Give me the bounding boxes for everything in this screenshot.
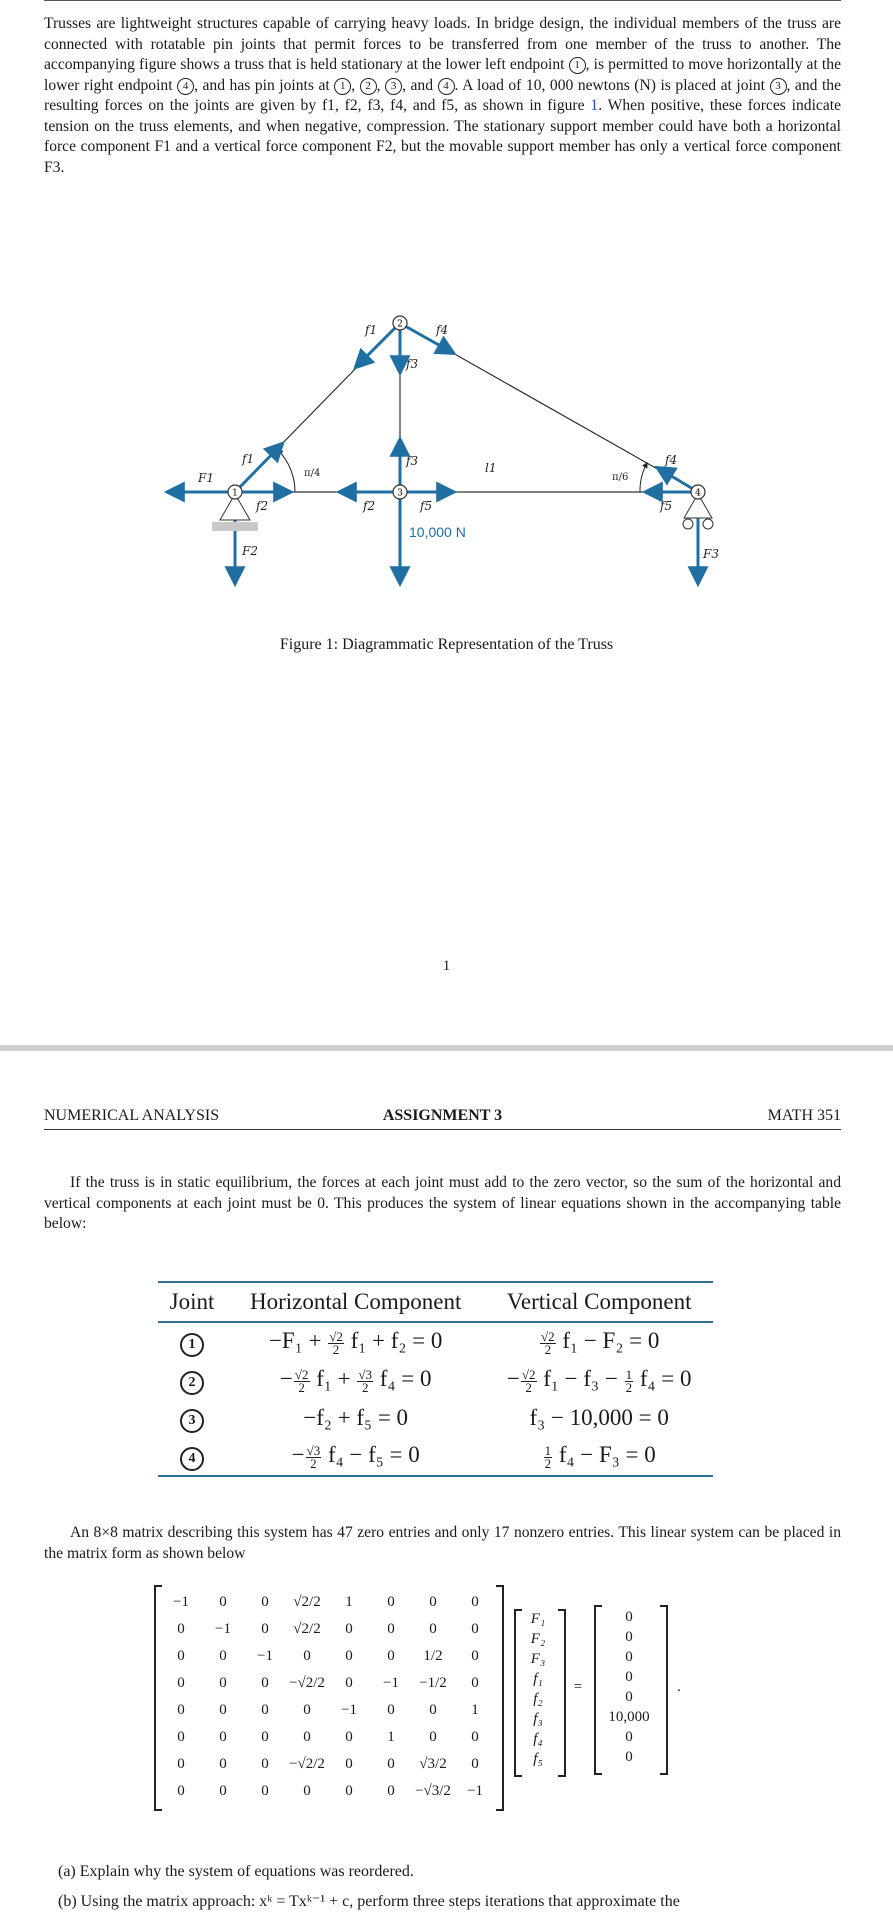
equation-text: f₁ − F₂ = 0 bbox=[556, 1328, 660, 1354]
fraction-denominator: 2 bbox=[310, 1455, 317, 1471]
joint-mark: 3 bbox=[770, 78, 787, 95]
joint-mark: 1 bbox=[569, 57, 586, 74]
horizontal-equation bbox=[226, 1322, 485, 1361]
matrix-entry: 0 bbox=[219, 1675, 227, 1691]
matrix-entry: −√2/2 bbox=[289, 1675, 325, 1691]
matrix-entry: −√2/2 bbox=[289, 1756, 325, 1772]
intro-text-9: . When positive, these forces indicate tension on the truss elements, and when negative, compression. The stationary support member could have both a horizontal force component F1 and a vertical force component F2, but the movable support member has only a vertical force component F3. bbox=[44, 97, 841, 176]
equation-text: f₁ + bbox=[310, 1366, 357, 1392]
fraction bbox=[521, 1366, 537, 1395]
matrix-entry: 0 bbox=[345, 1621, 353, 1637]
fraction bbox=[294, 1366, 310, 1395]
vertical-equation bbox=[485, 1437, 713, 1476]
joint-number: 4 bbox=[180, 1447, 204, 1471]
fraction-denominator: 2 bbox=[525, 1379, 532, 1395]
matrix-entry: 0 bbox=[387, 1756, 395, 1772]
matrix-entry: 0 bbox=[219, 1594, 227, 1610]
intro-text-2: , is permitted to move horizontally at the lower right endpoint bbox=[44, 56, 841, 94]
header-code: MATH 351 bbox=[767, 1107, 841, 1124]
matrix-entry: 0 bbox=[429, 1729, 437, 1745]
header-assignment: ASSIGNMENT 3 bbox=[382, 1107, 503, 1124]
unknown-entry: F₁ bbox=[530, 1611, 546, 1627]
matrix-entry: −1 bbox=[341, 1702, 357, 1718]
joint-3-label: 3 bbox=[397, 488, 403, 499]
horizontal-equation bbox=[226, 1361, 485, 1399]
label-pi-over-6: π/6 bbox=[612, 472, 629, 483]
load-label: 10,000 N bbox=[409, 524, 466, 540]
angle-arc-left bbox=[278, 450, 295, 492]
col-joint: Joint bbox=[158, 1282, 226, 1322]
fraction-denominator: 2 bbox=[544, 1455, 552, 1471]
fraction-numerator: √2 bbox=[294, 1366, 309, 1382]
matrix-entry: 0 bbox=[471, 1648, 479, 1664]
matrix-entry: 0 bbox=[345, 1783, 353, 1799]
joint-mark: 4 bbox=[177, 78, 194, 95]
arrow-f1-left bbox=[239, 444, 282, 488]
equation-text: f₄ − f₅ = 0 bbox=[322, 1442, 420, 1468]
matrix-entry: 0 bbox=[345, 1756, 353, 1772]
roller-wheel bbox=[683, 519, 693, 529]
matrix-entry: 0 bbox=[219, 1702, 227, 1718]
matrix-entry: 0 bbox=[261, 1621, 269, 1637]
label-pi-over-4: π/4 bbox=[304, 468, 321, 479]
fraction-numerator: √2 bbox=[521, 1366, 536, 1382]
intro-text-1: Trusses are lightweight structures capable of carrying heavy loads. In bridge design, the individual members of the truss are connected with rotatable pin joints that permit forces to be transferred from one member of the truss to another. The accompanying figure shows a truss that is held stationary at the lower left endpoint bbox=[44, 15, 841, 73]
horizontal-equation bbox=[226, 1399, 485, 1437]
intro-text-4: , bbox=[351, 76, 360, 94]
intro-text-7: . A load of 10, 000 newtons (N) is placed at joint bbox=[454, 76, 770, 94]
matrix-entry: 0 bbox=[387, 1621, 395, 1637]
vector-bracket-right bbox=[558, 1609, 566, 1777]
figure-link[interactable]: 1 bbox=[590, 97, 599, 114]
equation-text: f₁ − f₃ − bbox=[537, 1366, 624, 1392]
label-f3-mid: f3 bbox=[406, 454, 419, 468]
equation-text: −f₂ + f₅ = 0 bbox=[303, 1405, 409, 1430]
fraction-denominator: 2 bbox=[332, 1341, 340, 1357]
fraction bbox=[306, 1442, 322, 1471]
truss-figure bbox=[150, 300, 730, 600]
label-f1-left: f1 bbox=[242, 452, 255, 466]
rhs-entry: 0 bbox=[625, 1609, 633, 1625]
figure-caption: Figure 1: Diagrammatic Representation of the Truss bbox=[279, 636, 614, 653]
matrix-entry: −1 bbox=[467, 1783, 483, 1799]
label-l1: l1 bbox=[485, 461, 497, 475]
matrix-entry: 0 bbox=[303, 1702, 311, 1718]
rhs-entry: 0 bbox=[625, 1749, 633, 1765]
joint-cell bbox=[158, 1361, 226, 1399]
matrix-bracket-left bbox=[154, 1585, 162, 1811]
angle-arc-right bbox=[640, 463, 647, 492]
equation-text: f₄ = 0 bbox=[374, 1366, 432, 1392]
col-horizontal: Horizontal Component bbox=[226, 1282, 485, 1322]
equilibrium-paragraph: If the truss is in static equilibrium, the forces at each joint must add to the zero vector, so the sum of the horizontal and vertical components at each joint must be 0. This produces the system of linear equations shown in the accompanying table below: bbox=[44, 1174, 841, 1232]
joint-2-label: 2 bbox=[397, 319, 403, 330]
matrix-entry: 0 bbox=[177, 1648, 185, 1664]
fraction-denominator: 2 bbox=[544, 1341, 552, 1357]
matrix-entry: 0 bbox=[429, 1594, 437, 1610]
fraction-denominator: 2 bbox=[625, 1379, 633, 1395]
matrix-entry: 0 bbox=[471, 1729, 479, 1745]
matrix-entry: −1 bbox=[173, 1594, 189, 1610]
matrix-entry: 1 bbox=[387, 1729, 395, 1745]
matrix-entry: 0 bbox=[219, 1648, 227, 1664]
joint-cell bbox=[158, 1437, 226, 1476]
unknown-entry: f₅ bbox=[533, 1751, 543, 1767]
matrix-entry: 0 bbox=[303, 1648, 311, 1664]
label-f2-mid: f2 bbox=[363, 499, 376, 513]
rhs-entry: 10,000 bbox=[608, 1709, 650, 1725]
joint-cell bbox=[158, 1322, 226, 1361]
matrix-entry: −1 bbox=[257, 1648, 273, 1664]
matrix-paragraph: An 8×8 matrix describing this system has 47 zero entries and only 17 nonzero entries. This linear system can be placed in the matrix form as shown below bbox=[44, 1524, 841, 1562]
table-row bbox=[158, 1361, 713, 1399]
rhs-entry: 0 bbox=[625, 1649, 633, 1665]
table-header-row bbox=[158, 1282, 713, 1322]
page-2 bbox=[0, 1051, 893, 1920]
fraction-numerator: 1 bbox=[544, 1442, 552, 1458]
matrix-entry: 1 bbox=[471, 1702, 479, 1718]
matrix-entry: 0 bbox=[219, 1756, 227, 1772]
matrix-entry: 0 bbox=[177, 1756, 185, 1772]
fraction bbox=[540, 1328, 556, 1357]
equals-sign: = bbox=[573, 1679, 583, 1695]
label-F3: F3 bbox=[703, 547, 719, 561]
fraction bbox=[625, 1366, 634, 1395]
matrix-entry: 0 bbox=[177, 1783, 185, 1799]
question-a: (a) Explain why the system of equations was reordered. bbox=[58, 1863, 414, 1880]
col-vertical: Vertical Component bbox=[485, 1282, 713, 1322]
matrix-entry: −1 bbox=[383, 1675, 399, 1691]
question-b: (b) Using the matrix approach: xᵏ = Txᵏ⁻¹ + c, perform three steps iterations that approximate the bbox=[58, 1893, 680, 1910]
matrix-entry: 0 bbox=[345, 1729, 353, 1745]
matrix-entry: 1 bbox=[345, 1594, 353, 1610]
ground-block bbox=[212, 522, 258, 531]
running-header bbox=[44, 1107, 841, 1130]
joint-number: 1 bbox=[180, 1333, 204, 1357]
matrix-entry: −1/2 bbox=[419, 1675, 447, 1691]
table-row bbox=[158, 1322, 713, 1361]
intro-text-8: , and the resulting forces on the joints are given by f1, f2, f3, f4, and f5, as shown in figure bbox=[44, 76, 842, 114]
matrix-entry: 0 bbox=[177, 1675, 185, 1691]
matrix-entry: −√3/2 bbox=[415, 1783, 451, 1799]
top-rule bbox=[44, 0, 841, 1]
fraction bbox=[357, 1366, 373, 1395]
matrix-entry: 0 bbox=[471, 1594, 479, 1610]
equation-text: f₄ − F₃ = 0 bbox=[553, 1442, 656, 1468]
fraction bbox=[544, 1442, 553, 1471]
table-row bbox=[158, 1399, 713, 1437]
matrix-entry: 0 bbox=[177, 1621, 185, 1637]
matrix-bracket-right bbox=[496, 1585, 504, 1811]
joint-mark: 4 bbox=[438, 78, 455, 95]
fraction-numerator: 1 bbox=[625, 1366, 633, 1382]
fraction-numerator: √3 bbox=[306, 1442, 321, 1458]
label-f3-top: f3 bbox=[406, 357, 419, 371]
matrix-entry: 0 bbox=[261, 1594, 269, 1610]
matrix-entry: 0 bbox=[261, 1702, 269, 1718]
matrix-entry: 0 bbox=[387, 1648, 395, 1664]
matrix-entry: 0 bbox=[345, 1648, 353, 1664]
matrix-entry: 0 bbox=[261, 1729, 269, 1745]
vertical-equation bbox=[485, 1322, 713, 1361]
arrow-f4-right bbox=[658, 468, 693, 489]
joint-number: 3 bbox=[180, 1409, 204, 1433]
matrix-entry: 0 bbox=[429, 1702, 437, 1718]
label-f1-top: f1 bbox=[365, 323, 378, 337]
equation-text: − bbox=[506, 1366, 520, 1392]
intro-text-3: , and has pin joints at bbox=[194, 76, 335, 94]
label-f4-right: f4 bbox=[665, 453, 678, 467]
label-f4-top: f4 bbox=[436, 323, 449, 337]
joint-mark: 1 bbox=[334, 78, 351, 95]
fraction-denominator: 2 bbox=[298, 1379, 305, 1395]
matrix-entry: 0 bbox=[219, 1729, 227, 1745]
roller-wheel bbox=[703, 519, 713, 529]
table-row bbox=[158, 1437, 713, 1476]
matrix-entry: 0 bbox=[387, 1783, 395, 1799]
label-f5-mid: f5 bbox=[420, 499, 433, 513]
unknown-entry: f₁ bbox=[533, 1671, 543, 1687]
label-F1: F1 bbox=[198, 471, 214, 485]
label-F2: F2 bbox=[242, 544, 258, 558]
intro-text-5: , bbox=[376, 76, 386, 94]
matrix-entry: 0 bbox=[303, 1729, 311, 1745]
vertical-equation bbox=[485, 1361, 713, 1399]
matrix-entry: 0 bbox=[471, 1621, 479, 1637]
intro-text-6: , and bbox=[402, 76, 438, 94]
unknown-entry: F₃ bbox=[530, 1651, 546, 1667]
rhs-entry: 0 bbox=[625, 1629, 633, 1645]
vertical-equation bbox=[485, 1399, 713, 1437]
fraction-numerator: √2 bbox=[329, 1328, 343, 1344]
equations-table bbox=[158, 1281, 713, 1477]
page-number: 1 bbox=[442, 958, 451, 974]
rhs-entry: 0 bbox=[625, 1669, 633, 1685]
unknown-entry: F₂ bbox=[530, 1631, 546, 1647]
equation-text: f₄ = 0 bbox=[634, 1366, 692, 1392]
rhs-bracket-right bbox=[660, 1605, 668, 1775]
matrix-entry: 0 bbox=[471, 1675, 479, 1691]
fraction-numerator: √3 bbox=[358, 1366, 373, 1382]
label-f5-right: f5 bbox=[660, 499, 673, 513]
equation-text: −F₁ + bbox=[268, 1328, 328, 1354]
matrix-entry: √3/2 bbox=[419, 1756, 447, 1772]
matrix-entry: −1 bbox=[215, 1621, 231, 1637]
fraction-denominator: 2 bbox=[361, 1379, 369, 1395]
joint-mark: 3 bbox=[385, 78, 402, 95]
joint-number: 2 bbox=[180, 1371, 204, 1395]
header-course: NUMERICAL ANALYSIS bbox=[44, 1107, 220, 1124]
matrix-entry: √2/2 bbox=[293, 1621, 321, 1637]
equation-text: − bbox=[279, 1366, 293, 1392]
joint-4-label: 4 bbox=[695, 488, 701, 499]
matrix-entry: 0 bbox=[387, 1594, 395, 1610]
fraction bbox=[328, 1328, 344, 1357]
joint-cell bbox=[158, 1399, 226, 1437]
equation-text: − bbox=[291, 1442, 305, 1468]
matrix-entry: 1/2 bbox=[423, 1648, 443, 1664]
matrix-entry: 0 bbox=[219, 1783, 227, 1799]
intro-paragraph bbox=[44, 14, 841, 178]
matrix-period: . bbox=[677, 1679, 681, 1695]
matrix-entry: 0 bbox=[345, 1675, 353, 1691]
matrix-entry: 0 bbox=[261, 1675, 269, 1691]
label-f2-left: f2 bbox=[256, 499, 269, 513]
fraction-numerator: √2 bbox=[541, 1328, 555, 1344]
matrix-entry: 0 bbox=[429, 1621, 437, 1637]
equation-text: f₃ − 10,000 = 0 bbox=[529, 1405, 669, 1430]
matrix-entry: 0 bbox=[177, 1702, 185, 1718]
matrix-entry: 0 bbox=[303, 1783, 311, 1799]
rhs-entry: 0 bbox=[625, 1689, 633, 1705]
joint-1-label: 1 bbox=[232, 488, 238, 499]
matrix-entry: 0 bbox=[261, 1783, 269, 1799]
matrix-entry: 0 bbox=[261, 1756, 269, 1772]
rhs-entry: 0 bbox=[625, 1729, 633, 1745]
matrix-entry: 0 bbox=[471, 1756, 479, 1772]
unknown-entry: f₃ bbox=[533, 1711, 543, 1727]
matrix-entry: 0 bbox=[387, 1702, 395, 1718]
equation-text: f₁ + f₂ = 0 bbox=[344, 1328, 443, 1354]
matrix-entry: √2/2 bbox=[293, 1594, 321, 1610]
unknown-entry: f₂ bbox=[533, 1691, 543, 1707]
unknown-entry: f₄ bbox=[533, 1731, 543, 1747]
matrix-entry: 0 bbox=[177, 1729, 185, 1745]
horizontal-equation bbox=[226, 1437, 485, 1476]
joint-mark: 2 bbox=[360, 78, 377, 95]
